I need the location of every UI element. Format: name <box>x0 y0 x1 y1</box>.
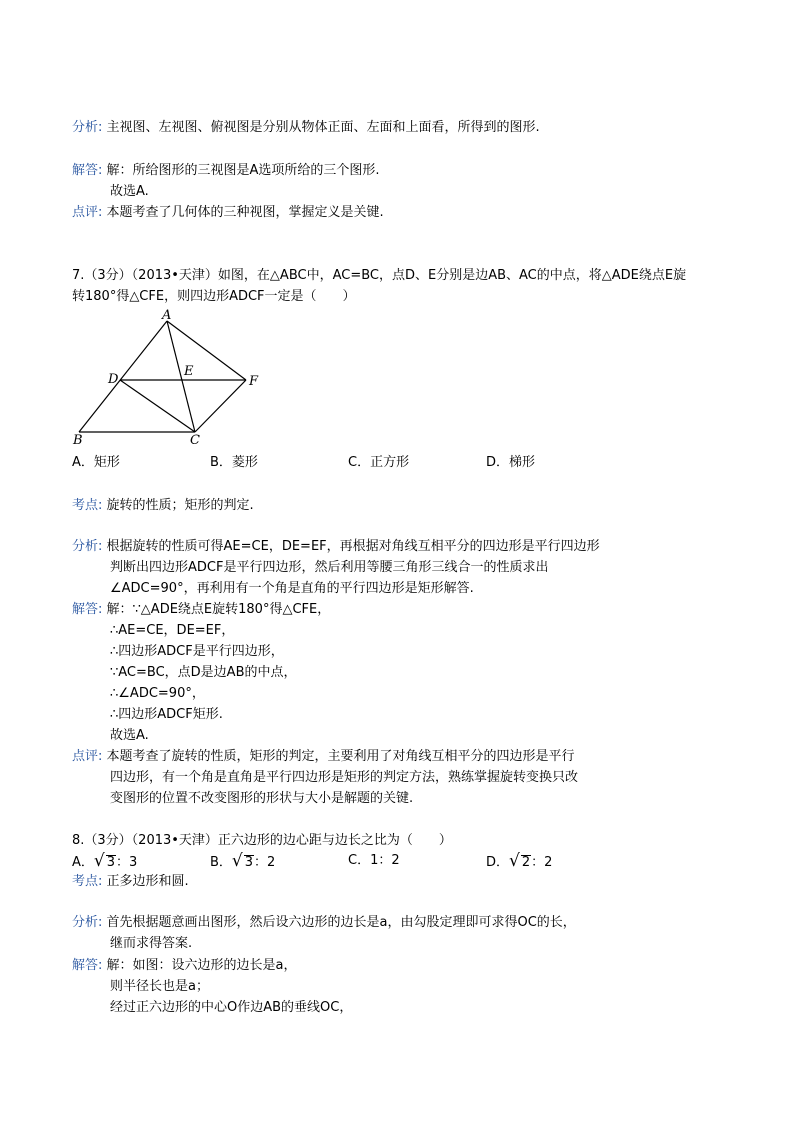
sqrt-icon: √ <box>93 851 105 871</box>
comment-line: 变图形的位置不改变图形的形状与大小是解题的关键. <box>110 791 414 806</box>
analysis-line: 继而求得答案. <box>110 936 193 951</box>
analysis-line: ∠ADC=90°，再利用有一个角是直角的平行四边形是矩形解答. <box>110 581 474 596</box>
comment-label: 点评: <box>72 749 103 764</box>
option-prefix: A． <box>72 855 94 870</box>
point-label-f: F <box>249 374 259 389</box>
q7-option-d: D．梯形 <box>486 455 536 470</box>
q7-figure <box>70 308 270 448</box>
analysis-label: 分析: <box>72 915 103 930</box>
point-label-c: C <box>190 433 200 448</box>
segment-ab <box>79 321 167 432</box>
option-prefix: D． <box>486 855 510 870</box>
option-suffix: ：2 <box>254 855 276 870</box>
q7-analysis-row <box>72 537 600 557</box>
answer-line: 解：∵△ADE绕点E旋转180°得△CFE， <box>106 602 331 617</box>
comment-text: 本题考查了几何体的三种视图，掌握定义是关键. <box>106 205 384 220</box>
q7-comment-row <box>72 747 575 767</box>
answer-line: 故选A. <box>110 184 149 199</box>
q8-option-c <box>348 851 400 871</box>
comment-label: 点评: <box>72 205 103 220</box>
radicand: 2 <box>521 855 531 870</box>
option-text: 1：2 <box>370 853 400 868</box>
q8-kaodian-row <box>72 872 189 892</box>
q7-stem-line: 7.（3分）（2013•天津）如图，在△ABC中，AC=BC，点D、E分别是边AB、AC的中点，将△ADE绕点E旋 <box>72 268 687 283</box>
kaodian-text: 正多边形和圆. <box>106 874 189 889</box>
option-prefix: B． <box>210 855 232 870</box>
kaodian-label: 考点: <box>72 874 103 889</box>
q7-kaodian-row <box>72 496 254 516</box>
comment-line: 本题考查了旋转的性质，矩形的判定，主要利用了对角线互相平分的四边形是平行 <box>106 749 575 764</box>
point-label-a: A <box>162 308 172 323</box>
answer-line: ∴AE=CE，DE=EF， <box>110 623 235 638</box>
answer-line: ∴四边形ADCF矩形. <box>110 707 223 722</box>
answer-line: 经过正六边形的中心O作边AB的垂线OC， <box>110 1000 353 1015</box>
answer-line: ∴四边形ADCF是平行四边形， <box>110 644 284 659</box>
q8-stem: 8.（3分）（2013•天津）正六边形的边心距与边长之比为（ ） <box>72 833 452 848</box>
analysis-text: 主视图、左视图、俯视图是分别从物体正面、左面和上面看，所得到的图形. <box>106 120 540 135</box>
segment-af <box>167 321 246 380</box>
segment-cf <box>195 380 246 432</box>
option-suffix: ：2 <box>531 855 553 870</box>
sqrt-icon: √ <box>231 851 243 871</box>
point-label-b: B <box>73 433 83 448</box>
answer-label: 解答: <box>72 958 103 973</box>
option-prefix: C． <box>348 853 371 868</box>
analysis-line: 首先根据题意画出图形，然后设六边形的边长是a，由勾股定理即可求得OC的长， <box>106 915 576 930</box>
radicand: 3 <box>244 855 254 870</box>
point-label-e: E <box>184 364 194 379</box>
point-label-d: D <box>108 372 119 387</box>
comment-line: 四边形，有一个角是直角是平行四边形是矩形的判定方法，熟练掌握旋转变换只改 <box>110 770 579 785</box>
q8-option-d <box>486 851 552 873</box>
kaodian-label: 考点: <box>72 498 103 513</box>
analysis-line: 判断出四边形ADCF是平行四边形，然后利用等腰三角形三线合一的性质求出 <box>110 560 549 575</box>
q7-answer-row <box>72 600 330 620</box>
answer-label: 解答: <box>72 602 103 617</box>
answer-line: 解：所给图形的三视图是A选项所给的三个图形. <box>106 163 380 178</box>
q6-answer-row <box>72 161 380 181</box>
q7-stem-line: 转180°得△CFE，则四边形ADCF一定是（ ） <box>72 289 356 304</box>
option-suffix: ：3 <box>116 855 138 870</box>
q8-option-a <box>72 851 137 873</box>
answer-line: ∴∠ADC=90°， <box>110 686 205 701</box>
q7-option-b: B．菱形 <box>210 455 258 470</box>
q7-option-a: A．矩形 <box>72 455 120 470</box>
q8-answer-row <box>72 956 297 976</box>
q8-option-b <box>210 851 275 873</box>
analysis-line: 根据旋转的性质可得AE=CE，DE=EF，再根据对角线互相平分的四边形是平行四边形 <box>106 539 600 554</box>
answer-line: 故选A. <box>110 728 149 743</box>
analysis-label: 分析: <box>72 539 103 554</box>
sqrt-icon: √ <box>509 851 520 871</box>
answer-line: 则半径长也是a； <box>110 979 209 994</box>
answer-label: 解答: <box>72 163 103 178</box>
analysis-label: 分析: <box>72 120 103 135</box>
kaodian-text: 旋转的性质；矩形的判定. <box>106 498 254 513</box>
q6-comment-row <box>72 203 384 223</box>
q8-analysis-row <box>72 913 576 933</box>
q6-analysis-row <box>72 118 540 138</box>
radicand: 3 <box>106 855 116 870</box>
answer-line: ∵AC=BC，点D是边AB的中点， <box>110 665 297 680</box>
answer-line: 解：如图：设六边形的边长是a， <box>106 958 297 973</box>
q7-option-c: C．正方形 <box>348 455 410 470</box>
